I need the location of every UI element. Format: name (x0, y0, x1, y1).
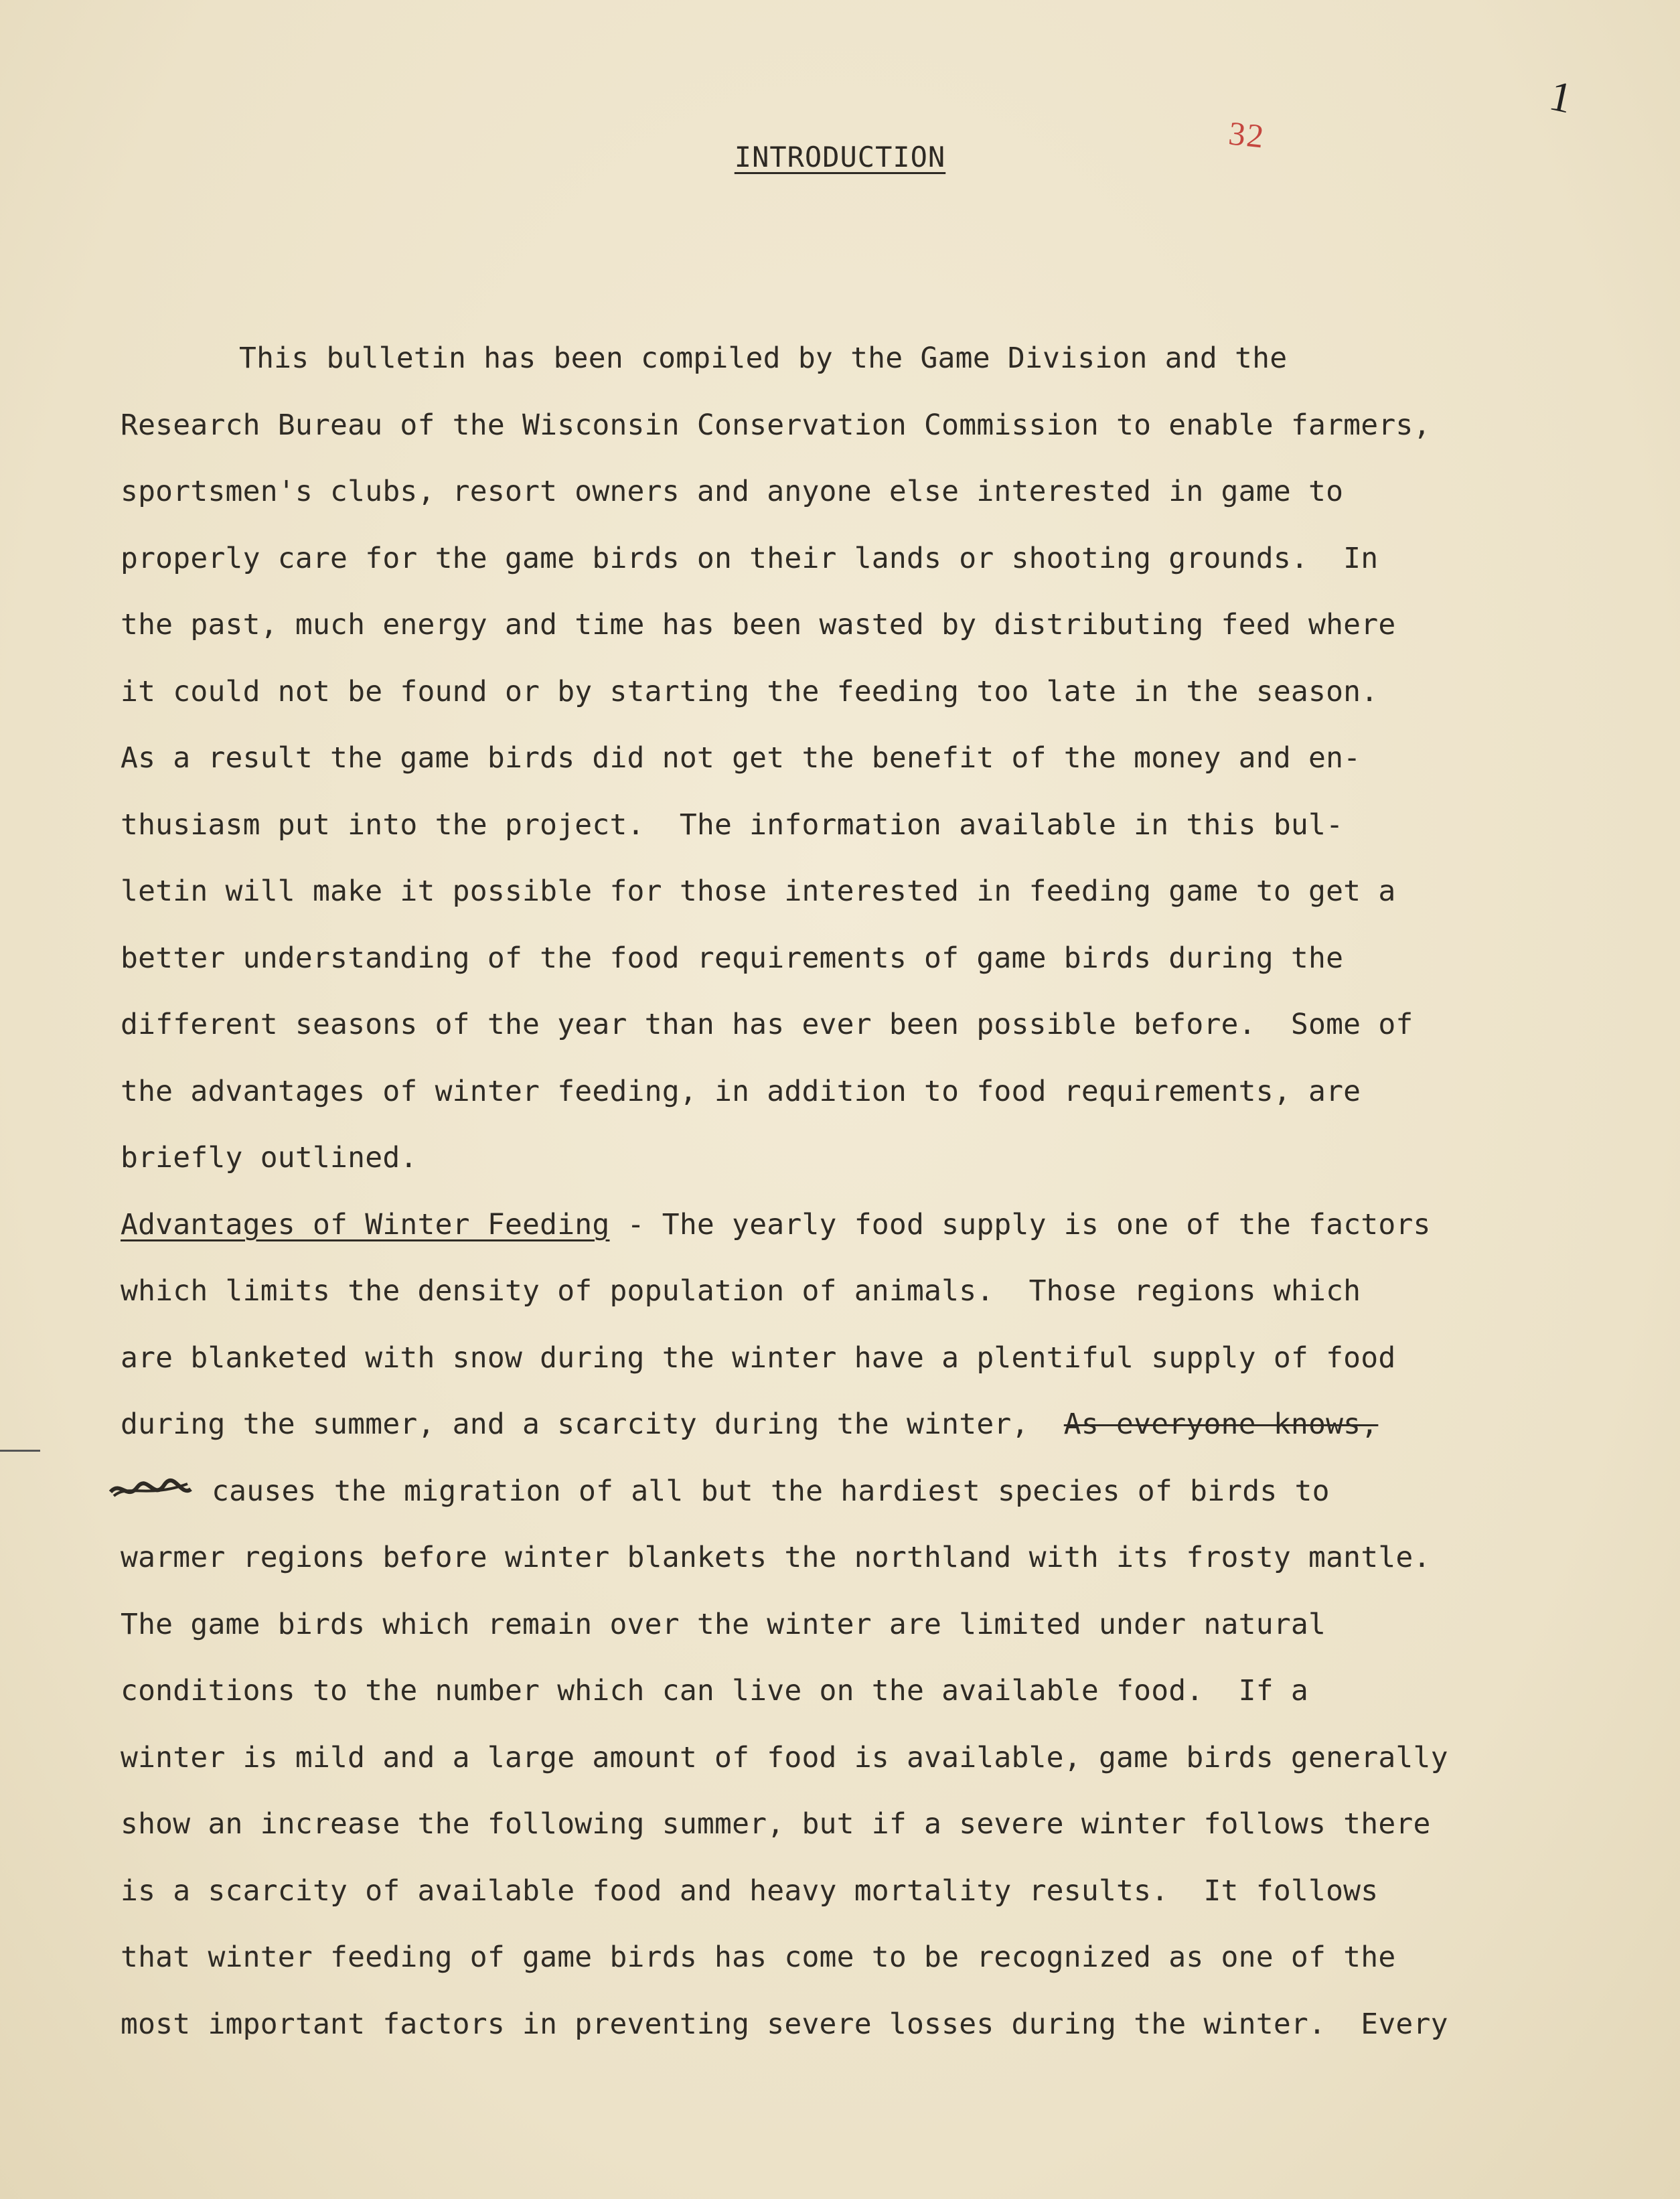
heading-rest: - The yearly food supply is one of the factors (609, 1208, 1431, 1241)
text-line: warmer regions before winter blankets the northland with its frosty mantle. (121, 1541, 1431, 1574)
scribble-mark (107, 1477, 194, 1504)
text-line: different seasons of the year than has ever been possible before. Some of (121, 1008, 1414, 1041)
text-line: properly care for the game birds on their lands or shooting grounds. In (121, 542, 1379, 575)
text-line: This bulletin has been compiled by the Game Division and the (239, 342, 1288, 375)
section-heading: Advantages of Winter Feeding (121, 1208, 610, 1241)
text-line: are blanketed with snow during the winter have a plentiful supply of food (121, 1341, 1396, 1375)
text-line: As a result the game birds did not get the benefit of the money and en- (121, 741, 1361, 775)
text-line: conditions to the number which can live on the available food. If a (121, 1674, 1308, 1708)
text-line: is a scarcity of available food and heavy mortality results. It follows (121, 1874, 1379, 1908)
text-line: thusiasm put into the project. The information available in this bul- (121, 808, 1344, 842)
text-line: the past, much energy and time has been wasted by distributing feed where (121, 608, 1396, 641)
text-line: it could not be found or by starting the feeding too late in the season. (121, 675, 1379, 708)
text-line: the advantages of winter feeding, in addition to food requirements, are (121, 1075, 1361, 1108)
text-line: that winter feeding of game birds has come to be recognized as one of the (121, 1941, 1396, 1974)
text-segment: causes the migration of all but the hardiest species of birds to (212, 1474, 1330, 1508)
text-line-with-strike (121, 1408, 1378, 1441)
text-line: briefly outlined. (121, 1141, 418, 1174)
page-number: 1 (1545, 71, 1577, 123)
archive-number: 32 (1227, 114, 1267, 155)
title-text: INTRODUCTION (734, 141, 946, 173)
text-line: sportsmen's clubs, resort owners and anyone else interested in game to (121, 475, 1344, 508)
text-segment: during the summer, and a scarcity during the winter, (121, 1408, 1064, 1441)
text-line-with-scribble (107, 1474, 1330, 1508)
text-line: winter is mild and a large amount of food is available, game birds generally (121, 1741, 1448, 1774)
text-line: The game birds which remain over the winter are limited under natural (121, 1608, 1326, 1641)
text-line: Research Bureau of the Wisconsin Conservation Commission to enable farmers, (121, 408, 1431, 442)
text-line: show an increase the following summer, but if a severe winter follows there (121, 1807, 1431, 1841)
margin-mark (0, 1450, 40, 1452)
text-line: most important factors in preventing severe losses during the winter. Every (121, 2007, 1448, 2041)
text-line: better understanding of the food requirements of game birds during the (121, 941, 1344, 975)
page-title (0, 141, 1680, 173)
text-line: letin will make it possible for those interested in feeding game to get a (121, 875, 1396, 908)
text-line: which limits the density of population of animals. Those regions which (121, 1274, 1361, 1308)
section-heading-line (121, 1208, 1431, 1241)
struck-text: As everyone knows, (1063, 1408, 1379, 1441)
